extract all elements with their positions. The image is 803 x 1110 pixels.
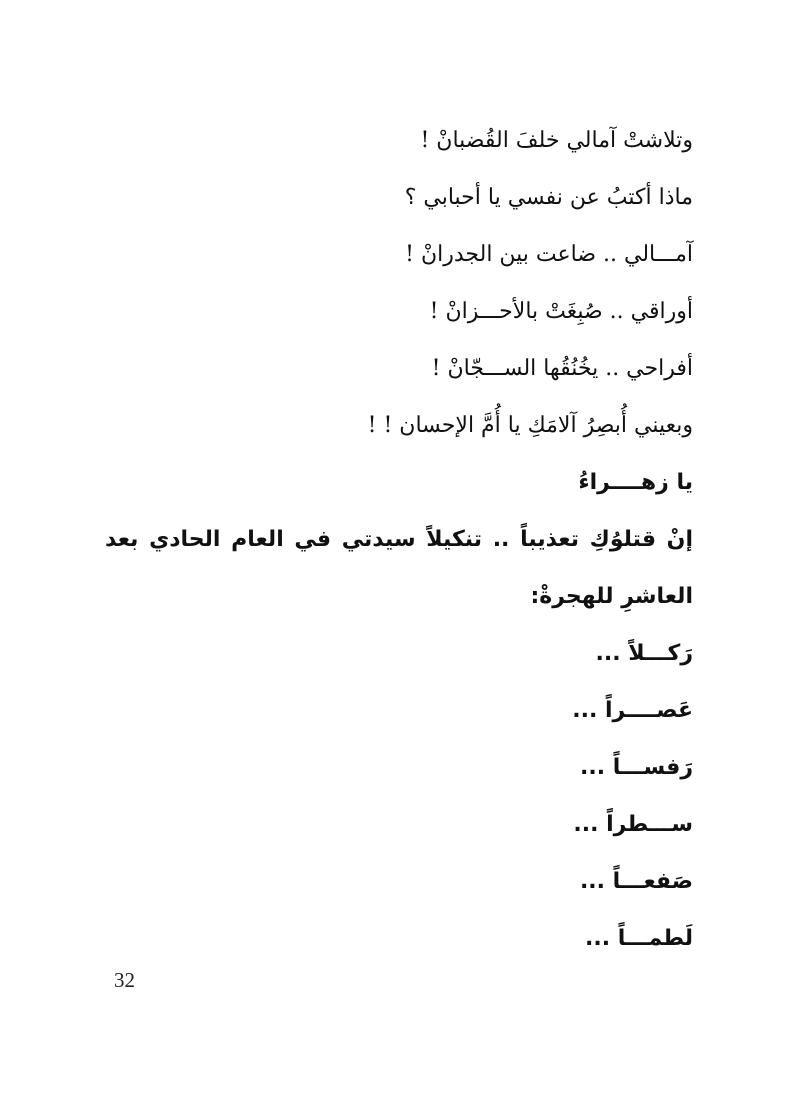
poem-text	[105, 112, 693, 967]
poem-line: أوراقي .. صُبِغَتْ بالأحـــزانْ !	[429, 299, 693, 324]
poem-list-item: رَكـــلاً ...	[595, 641, 693, 666]
poem-line: آمـــالي .. ضاعت بين الجدرانْ !	[405, 242, 693, 267]
poem-list-item: لَطمـــاً ...	[585, 926, 693, 951]
poem-list-item: عَصــــراً ...	[572, 698, 693, 723]
poem-paragraph: إنْ قتلوُكِ تعذيباً .. تنكيلاً سيدتي في العام الحادي بعد العاشرِ للهجرةْ:	[105, 527, 693, 609]
poem-line: أفراحي .. يخُنُقُها الســـجّانْ !	[431, 356, 693, 381]
poem-heading: يا زهــــراءُ	[578, 470, 693, 495]
poem-list-item: ســـطراً ...	[573, 812, 693, 837]
poem-line: وتلاشتْ آمالي خلفَ القُضبانْ !	[420, 128, 693, 153]
poem-line: ماذا أكتبُ عن نفسي يا أحبابي ؟	[404, 185, 693, 210]
poem-list-item: رَفســـاً ...	[579, 755, 693, 780]
poem-line: وبعيني أُبصِرُ آلامَكِ يا أُمَّ الإحسان ! !	[367, 413, 693, 438]
poem-list-item: صَفعـــاً ...	[579, 869, 693, 894]
page-number: 32	[114, 968, 135, 992]
